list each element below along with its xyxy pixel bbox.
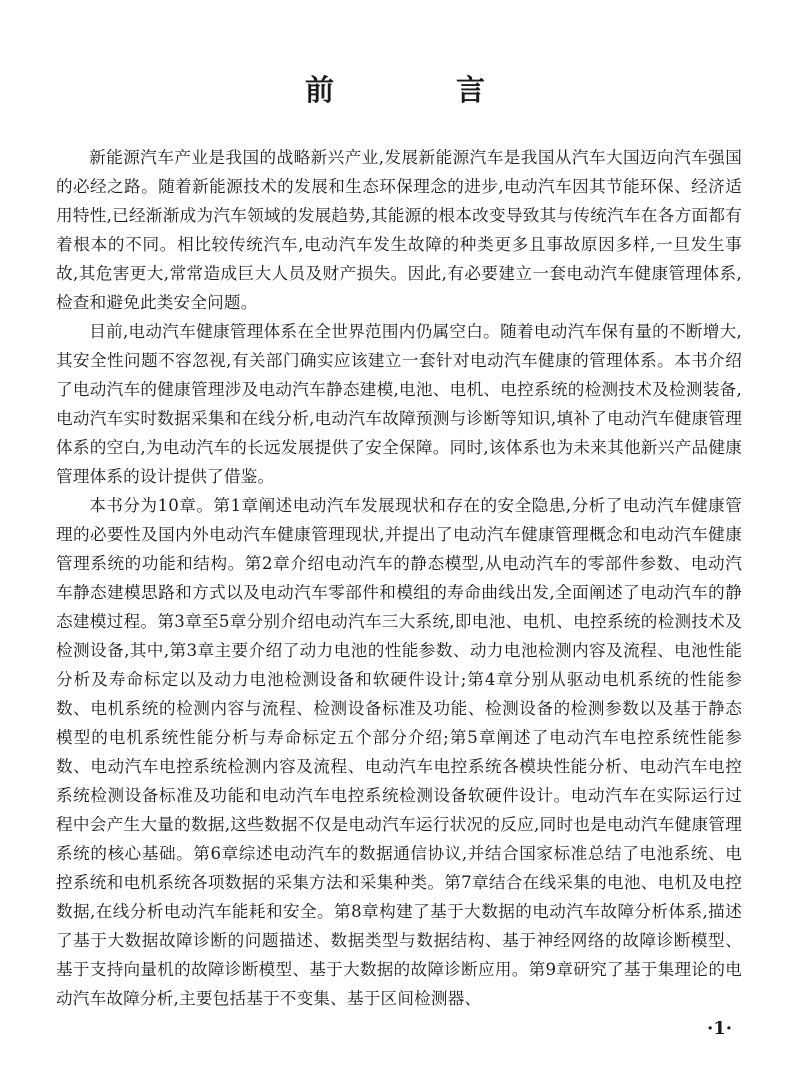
page-title: 前 言 bbox=[304, 73, 542, 107]
body-text bbox=[56, 143, 742, 1013]
paragraph-1: 新能源汽车产业是我国的战略新兴产业,发展新能源汽车是我国从汽车大国迈向汽车强国的必经之路。随着新能源技术的发展和生态环保理念的进步,电动汽车因其节能环保、经济适用特性,已经渐渐成为汽车领域的发展趋势,其能源的根本改变导致其与传统汽车在各方面都有着根本的不同。相比较传统汽车,电动汽车发生故障的种类更多且事故原因多样,一旦发生事故,其危害更大,常常造成巨大人员及财产损失。因此,有必要建立一套电动汽车健康管理体系,检查和避免此类安全问题。 bbox=[56, 148, 742, 312]
page-number: ·1· bbox=[706, 1018, 732, 1039]
paragraph-2: 目前,电动汽车健康管理体系在全世界范围内仍属空白。随着电动汽车保有量的不断增大,其安全性问题不容忽视,有关部门确实应该建立一套针对电动汽车健康的管理体系。本书介绍了电动汽车的健康管理涉及电动汽车静态建模,电池、电机、电控系统的检测技术及检测装备,电动汽车实时数据采集和在线分析,电动汽车故障预测与诊断等知识,填补了电动汽车健康管理体系的空白,为电动汽车的长远发展提供了安全保障。同时,该体系也为未来其他新兴产品健康管理体系的设计提供了借鉴。 bbox=[56, 322, 742, 486]
paragraph-3: 本书分为10章。第1章阐述电动汽车发展现状和存在的安全隐患,分析了电动汽车健康管理的必要性及国内外电动汽车健康管理现状,并提出了电动汽车健康管理概念和电动汽车健康管理系统的功能和结构。第2章介绍电动汽车的静态模型,从电动汽车的零部件参数、电动汽车静态建模思路和方式以及电动汽车零部件和模组的寿命曲线出发,全面阐述了电动汽车的静态建模过程。第3章至5章分别介绍电动汽车三大系统,即电池、电机、电控系统的检测技术及检测设备,其中,第3章主要介绍了动力电池的性能参数、动力电池检测内容及流程、电池性能分析及寿命标定以及动力电池检测设备和软硬件设计;第4章分别从驱动电机系统的性能参数、电机系统的检测内容与流程、检测设备标准及功能、检测设备的检测参数以及基于静态模型的电机系统性能分析与寿命标定五个部分介绍;第5章阐述了电动汽车电控系统性能参数、电动汽车电控系统检测内容及流程、电动汽车电控系统各模块性能分析、电动汽车电控系统检测设备标准及功能和电动汽车电控系统检测设备软硬件设计。电动汽车在实际运行过程中会产生大量的数据,这些数据不仅是电动汽车运行状况的反应,同时也是电动汽车健康管理系统的核心基础。第6章综述电动汽车的数据通信协议,并结合国家标准总结了电池系统、电控系统和电机系统各项数据的采集方法和采集种类。第7章结合在线采集的电池、电机及电控数据,在线分析电动汽车能耗和安全。第8章构建了基于大数据的电动汽车故障分析体系,描述了基于大数据故障诊断的问题描述、数据类型与数据结构、基于神经网络的故障诊断模型、基于支持向量机的故障诊断模型、基于大数据的故障诊断应用。第9章研究了基于集理论的电动汽车故障分析,主要包括基于不变集、基于区间检测器、 bbox=[56, 496, 742, 1008]
